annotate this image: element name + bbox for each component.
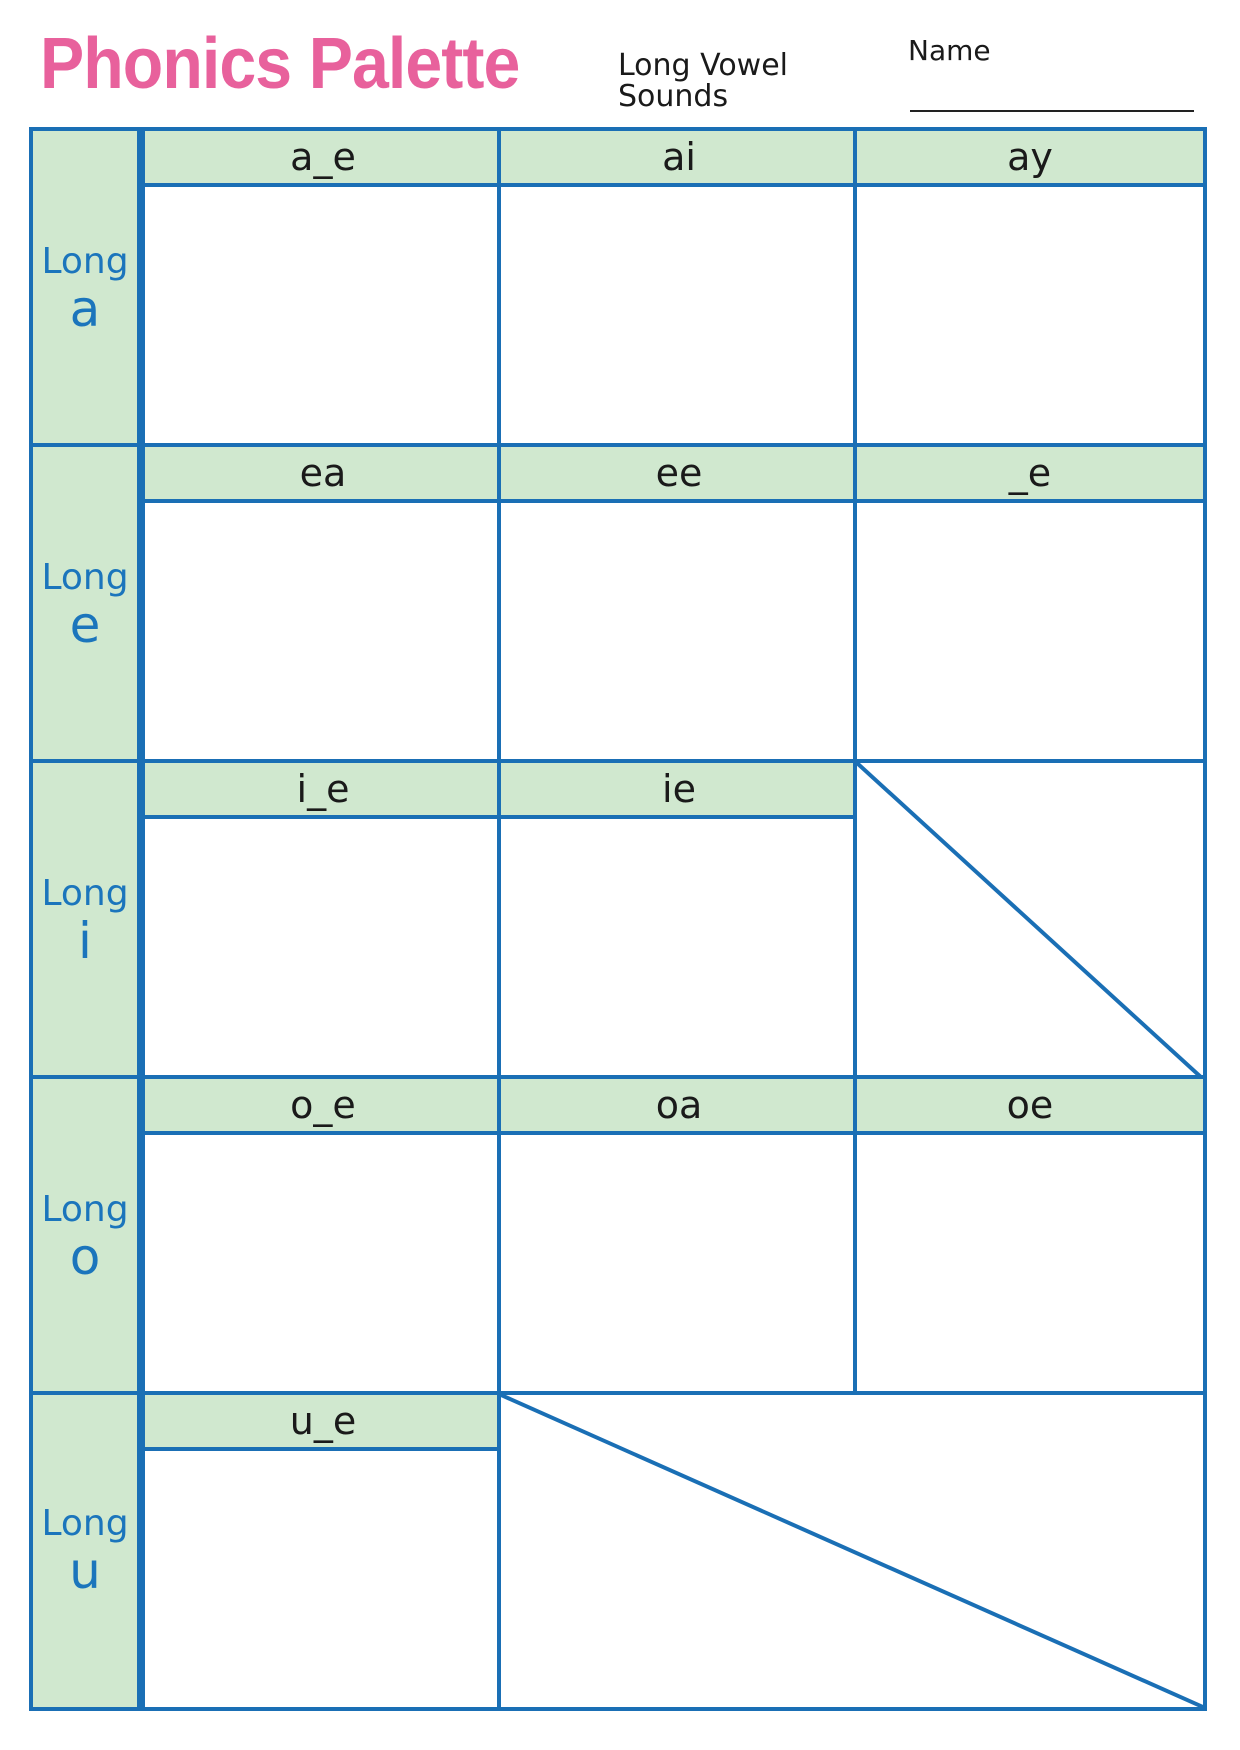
long-label: Long [41, 1503, 129, 1544]
pattern-header: ee [501, 447, 857, 503]
long-label: Long [41, 1189, 129, 1230]
pattern-header: o_e [145, 1079, 501, 1135]
pattern-header: ay [857, 131, 1203, 187]
worksheet-subtitle: Long Vowel Sounds [618, 48, 789, 114]
long-label: Long [41, 557, 129, 598]
cell-ai[interactable] [497, 131, 857, 447]
name-field[interactable] [910, 110, 1194, 112]
pattern-header: ea [145, 447, 501, 503]
vowel-label-o [33, 1079, 141, 1395]
long-label: Long [41, 241, 129, 282]
pattern-header: ie [501, 763, 857, 819]
cell-empty-i [853, 763, 1203, 1079]
pattern-header: ai [501, 131, 857, 187]
pattern-header: oa [501, 1079, 857, 1135]
pattern-header: _e [857, 447, 1203, 503]
page-title: Phonics Palette [40, 24, 520, 104]
vowel-label-u [33, 1395, 141, 1707]
name-label: Name [908, 34, 991, 67]
vowel-label-e [33, 447, 141, 763]
vowel-letter: e [69, 596, 101, 654]
pattern-header: oe [857, 1079, 1203, 1135]
cell-_e[interactable] [853, 447, 1203, 763]
cell-oa[interactable] [497, 1079, 857, 1395]
cell-ay[interactable] [853, 131, 1203, 447]
pattern-header: a_e [145, 131, 501, 187]
row-long-o [33, 1075, 1203, 1395]
vowel-letter: u [69, 1542, 101, 1600]
vowel-label-a [33, 131, 141, 447]
vowel-letter: o [69, 1228, 101, 1286]
cell-empty-u [497, 1395, 1203, 1707]
cell-o_e[interactable] [141, 1079, 501, 1395]
cell-ee[interactable] [497, 447, 857, 763]
pattern-header: u_e [145, 1395, 501, 1451]
vowel-label-i [33, 763, 141, 1079]
vowel-grid [29, 127, 1207, 1711]
row-long-a [33, 131, 1203, 447]
pattern-header: i_e [145, 763, 501, 819]
row-long-e [33, 443, 1203, 763]
cell-oe[interactable] [853, 1079, 1203, 1395]
diagonal-line [501, 1395, 1203, 1707]
diagonal-line [857, 763, 1203, 1079]
vowel-letter: a [69, 280, 101, 338]
cell-ie[interactable] [497, 763, 857, 1079]
cell-u_e[interactable] [141, 1395, 501, 1707]
cell-i_e[interactable] [141, 763, 501, 1079]
cell-a_e[interactable] [141, 131, 501, 447]
row-long-i [33, 759, 1203, 1079]
cell-ea[interactable] [141, 447, 501, 763]
long-label: Long [41, 873, 129, 914]
row-long-u [33, 1391, 1203, 1707]
vowel-letter: i [78, 912, 92, 970]
